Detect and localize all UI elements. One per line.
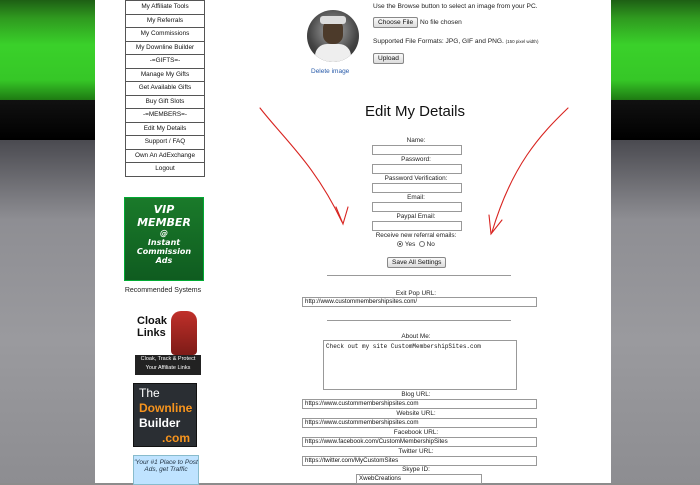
referral-emails-label: Receive new referral emails:	[375, 232, 457, 239]
menu-header-gifts: -=GIFTS=-	[125, 55, 205, 69]
password-label: Password:	[401, 156, 431, 163]
no-file-text: No file chosen	[420, 19, 462, 26]
menu-item-own-adexchange[interactable]: Own An AdExchange	[125, 150, 205, 164]
about-me-textarea[interactable]: Check out my site CustomMembershipSites.com	[323, 340, 517, 390]
downline-builder-banner[interactable]: The Downline Builder .com	[133, 383, 197, 447]
exit-pop-input[interactable]: http://www.custommembershipsites.com/	[302, 297, 537, 307]
upload-instructions: Use the Browse button to select an image from your PC.	[373, 3, 538, 10]
referral-emails-options: Yes No	[316, 241, 516, 248]
menu-item-support[interactable]: Support / FAQ	[125, 136, 205, 150]
cloak-links-banner[interactable]: Cloak Links Cloak, Track & Protect Your Affiliate Links	[135, 311, 201, 375]
left-arrow-icon	[260, 108, 342, 222]
menu-item-manage-gifts[interactable]: Manage My Gifts	[125, 69, 205, 83]
delete-image-link[interactable]: Delete image	[311, 68, 350, 75]
right-arrow-icon	[492, 108, 568, 232]
password-verification-label: Password Verification:	[384, 175, 448, 182]
menu-item-logout[interactable]: Logout	[125, 163, 205, 177]
menu-header-members: -=MEMBERS=-	[125, 109, 205, 123]
left-arrow-head-icon	[336, 207, 348, 224]
vip-member-banner[interactable]: VIP MEMBER @ Instant Commission Ads	[124, 197, 204, 281]
about-me-label: About Me:	[401, 333, 431, 340]
right-arrow-head-icon	[489, 215, 502, 234]
save-all-settings-button[interactable]: Save All Settings	[387, 257, 446, 268]
skype-id-label: Skype ID:	[402, 466, 430, 473]
menu-item-referrals[interactable]: My Referrals	[125, 15, 205, 29]
choose-file-button[interactable]: Choose File	[373, 17, 418, 28]
menu-item-affiliate-tools[interactable]: My Affiliate Tools	[125, 0, 205, 15]
page-title: Edit My Details	[364, 103, 466, 120]
supported-formats: Supported File Formats: JPG, GIF and PNG. (150 pixel width)	[373, 38, 539, 45]
recommended-systems-heading: Recommended Systems	[124, 287, 202, 294]
menu-item-downline-builder[interactable]: My Downline Builder	[125, 42, 205, 56]
skype-id-input[interactable]: XwebCreations	[356, 474, 482, 484]
paypal-email-label: Paypal Email:	[396, 213, 436, 220]
email-label: Email:	[407, 194, 425, 201]
upload-button[interactable]: Upload	[373, 53, 404, 64]
facebook-url-label: Facebook URL:	[393, 429, 439, 436]
menu-item-edit-details[interactable]: Edit My Details	[125, 123, 205, 137]
website-url-input[interactable]: https://www.custommembershipsites.com	[302, 418, 537, 428]
menu-item-buy-gift-slots[interactable]: Buy Gift Slots	[125, 96, 205, 110]
menu-item-commissions[interactable]: My Commissions	[125, 28, 205, 42]
blog-url-input[interactable]: https://www.custommembershipsites.com	[302, 399, 537, 409]
twitter-url-label: Twitter URL:	[398, 448, 434, 455]
name-label: Name:	[406, 137, 426, 144]
website-url-label: Website URL:	[396, 410, 436, 417]
post-ads-banner[interactable]: 'Your #1 Place to Post Ads, get Traffic	[133, 455, 199, 485]
twitter-url-input[interactable]: https://twitter.com/MyCustomSites	[302, 456, 537, 466]
menu-item-available-gifts[interactable]: Get Available Gifts	[125, 82, 205, 96]
exit-pop-label: Exit Pop URL:	[395, 290, 437, 297]
facebook-url-input[interactable]: https://www.facebook.com/CustomMembershipSites	[302, 437, 537, 447]
blog-url-label: Blog URL:	[401, 391, 431, 398]
